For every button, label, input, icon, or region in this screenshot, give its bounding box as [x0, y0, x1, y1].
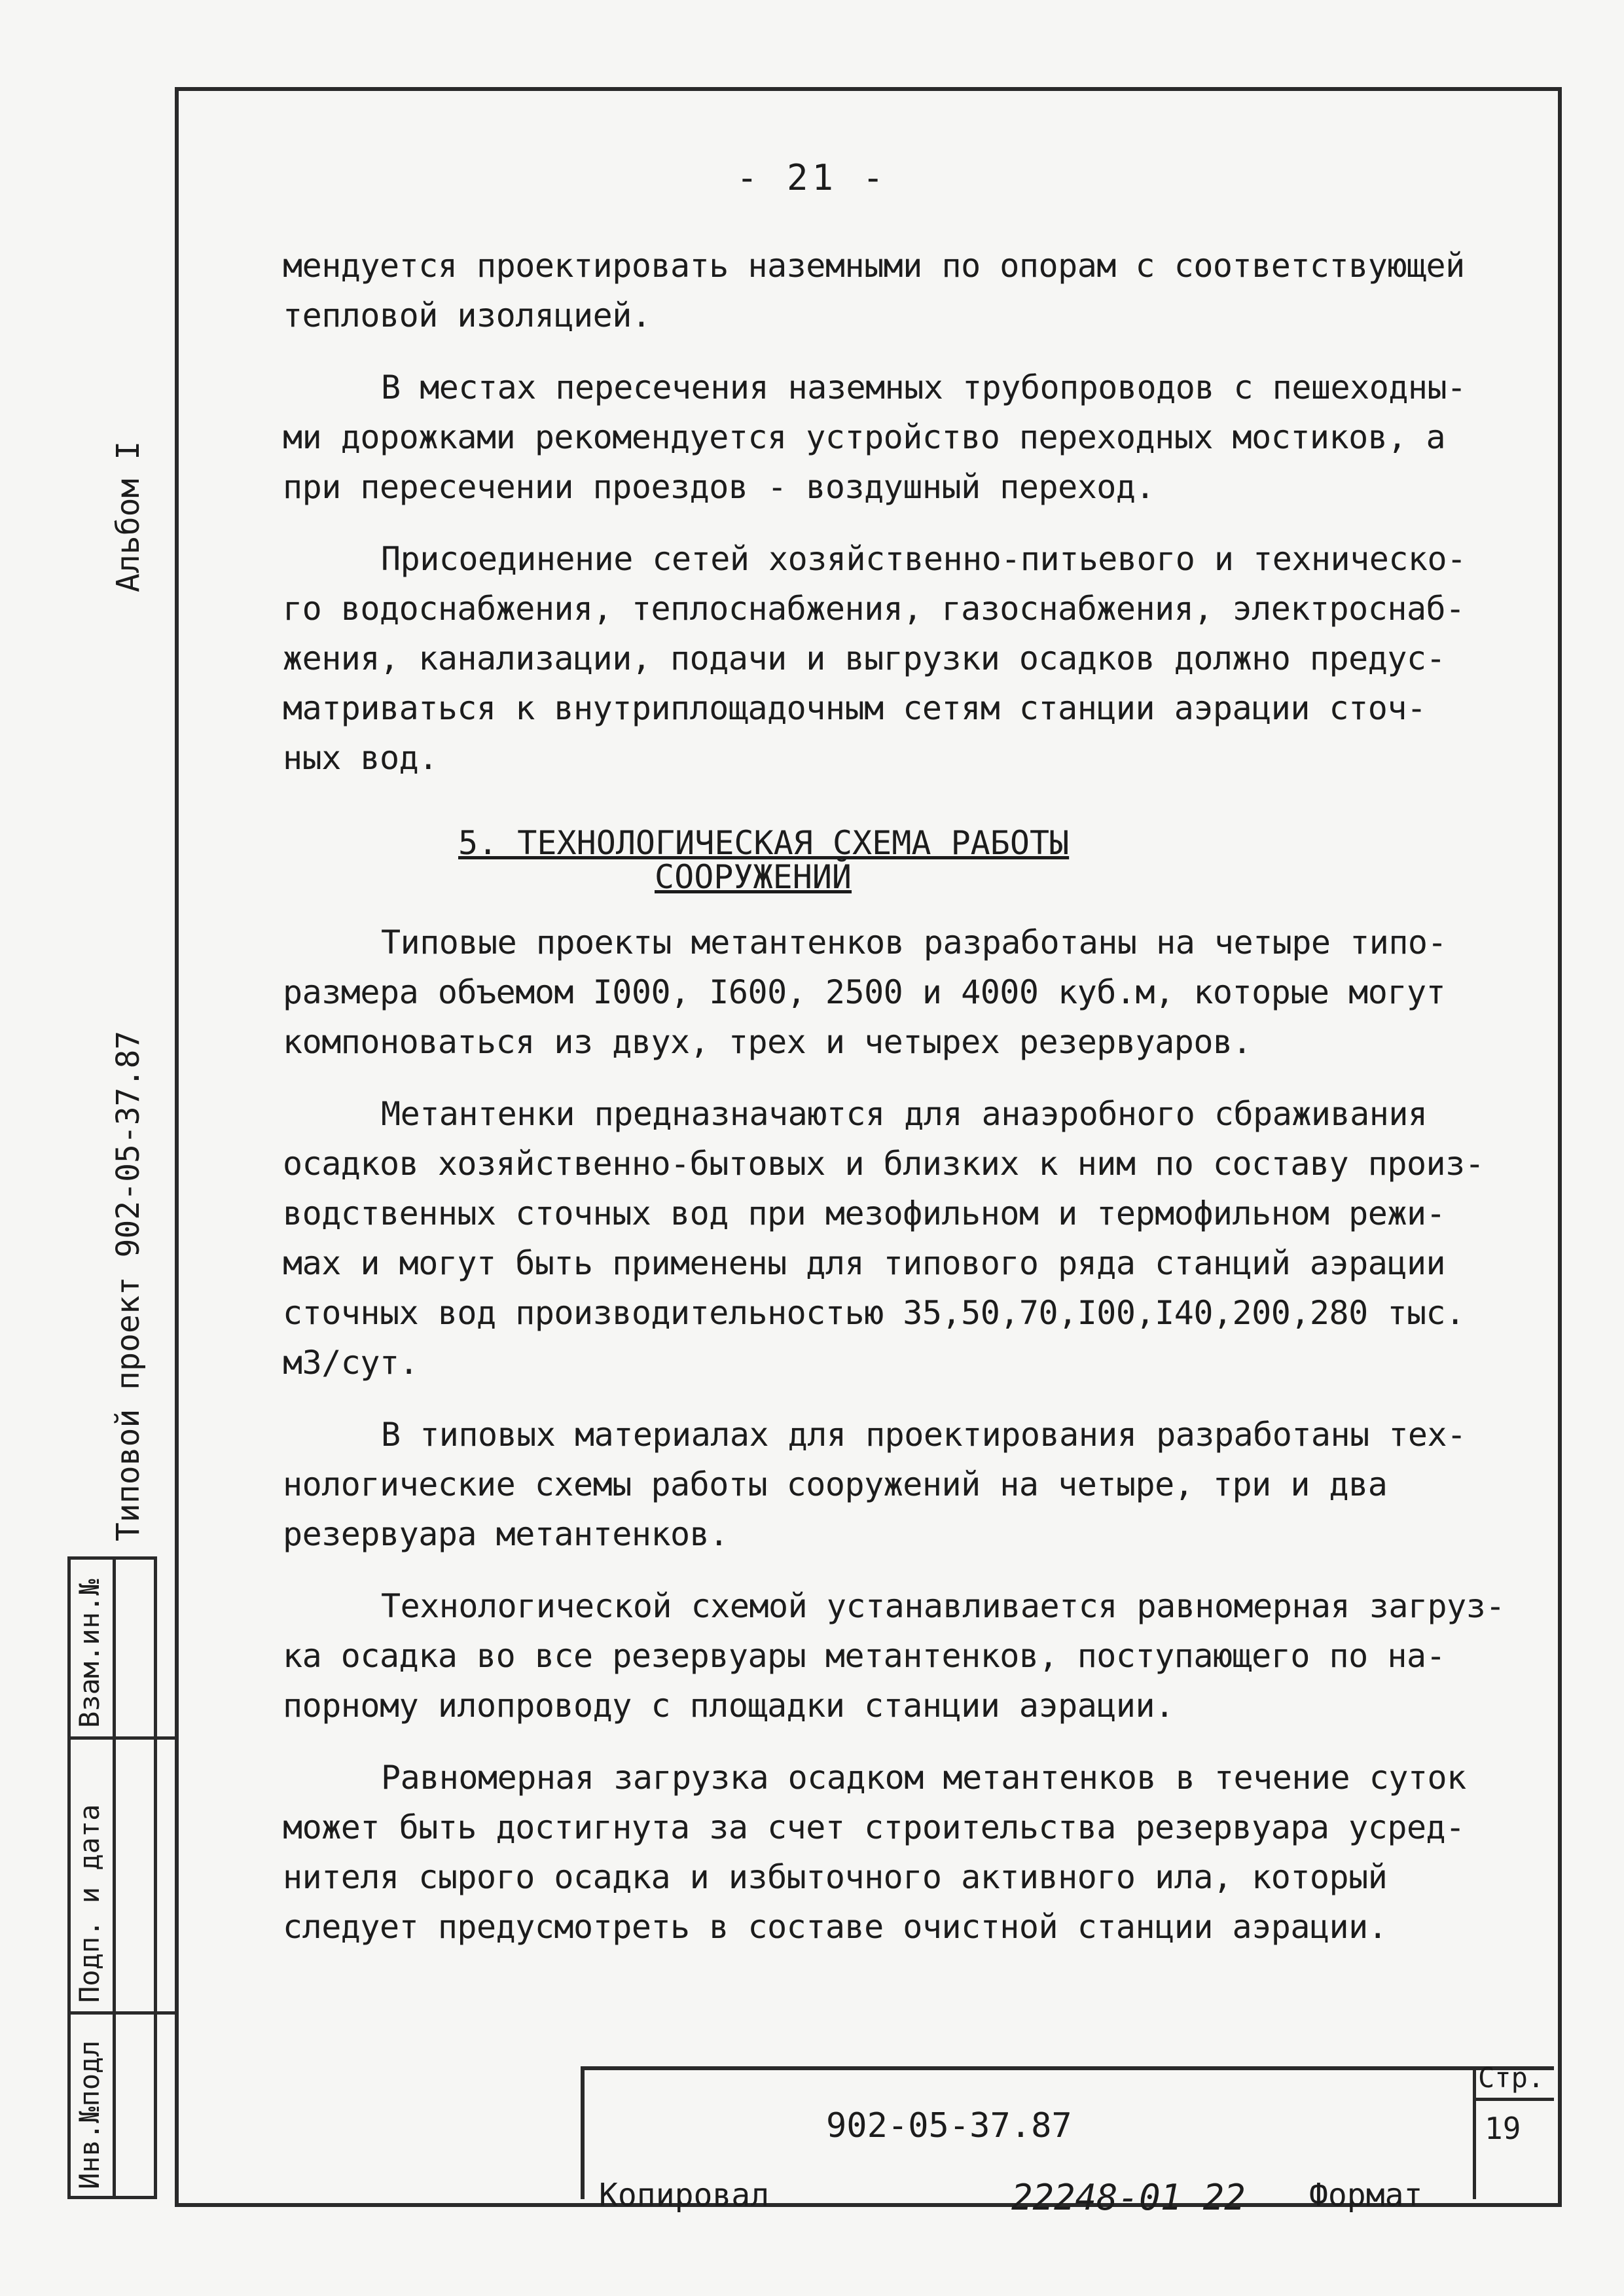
stamp-divider — [113, 1556, 116, 2199]
text-block-bottom — [283, 918, 1526, 1974]
stamp-divider — [67, 2011, 175, 2015]
paragraph: Типовые проекты метантенков разработаны на четыре типо- размера объемом I000, I600, 2500 и 4000 куб.м, которые могут компоноваться из двух, трех и четырех резервуаров. — [283, 924, 1447, 1061]
footer-order-number: 22248-01 22 — [1011, 2177, 1246, 2218]
footer-format: Формат — [1309, 2177, 1423, 2214]
footer-copied: Копировал — [599, 2177, 770, 2214]
page-number: - 21 - — [736, 157, 888, 198]
section-heading-line: 5. ТЕХНОЛОГИЧЕСКАЯ СХЕМА РАБОТЫ — [458, 824, 1070, 862]
document-code: 902-05-37.87 — [826, 2106, 1072, 2145]
section-heading — [458, 826, 1244, 894]
paragraph: Метантенки предназначаются для анаэробного сбраживания осадков хозяйственно-бытовых и близких к ним по составу произ- водственных сточных вод при мезофильном и термофильном режи- мах и могут быть применены для типового ряда станций аэрации сточных вод производительностью 35,50,70,I00,I40,200,280 тыс. м3/сут. — [283, 1095, 1485, 1382]
stamp-podp: Подп. и дата — [73, 1804, 105, 2003]
paragraph: Технологической схемой устанавливается равномерная загруз- ка осадка во все резервуары метантенков, поступающего по на- порному илопроводу с площадки станции аэрации. — [283, 1587, 1505, 1725]
paragraph: Равномерная загрузка осадком метантенков в течение суток может быть достигнута за счет строительства резервуара усред- нителя сырого осадка и избыточного активного ила, который следует предусмотреть в составе очистной станции аэрации. — [283, 1759, 1466, 1946]
section-heading-line: СООРУЖЕНИЙ — [655, 858, 852, 896]
stamp-inv: Инв.№подл — [73, 2040, 105, 2189]
paragraph: В местах пересечения наземных трубопроводов с пешеходны- ми дорожками рекомендуется устройство переходных мостиков, а при пересечении проездов - воздушный переход. — [283, 368, 1466, 506]
text-block-top — [283, 241, 1526, 805]
stamp-vzam: Взам.ин.№ — [73, 1579, 105, 1728]
paragraph: мендуется проектировать наземными по опорам с соответствующей тепловой изоляцией. — [283, 247, 1465, 334]
sheet-number: 19 — [1485, 2111, 1521, 2146]
album-label: Альбом I — [110, 440, 147, 592]
title-block-divider — [1473, 2066, 1476, 2199]
paragraph: В типовых материалах для проектирования разработаны тех- нологические схемы работы сооружений на четыре, три и два резервуара метантенков. — [283, 1416, 1466, 1553]
sheet-label: Стр. — [1478, 2062, 1545, 2094]
project-side-label: Типовой проект 902-05-37.87 — [110, 1030, 147, 1541]
title-block-divider — [1473, 2098, 1554, 2101]
stamp-divider — [67, 1736, 175, 1740]
paragraph: Присоединение сетей хозяйственно-питьевого и техническо- го водоснабжения, теплоснабжения, газоснабжения, электроснаб- жения, канализации, подачи и выгрузки осадков должно предус- матриваться к внутриплощадочным сетям станции аэрации сточ- ных вод. — [283, 540, 1466, 777]
